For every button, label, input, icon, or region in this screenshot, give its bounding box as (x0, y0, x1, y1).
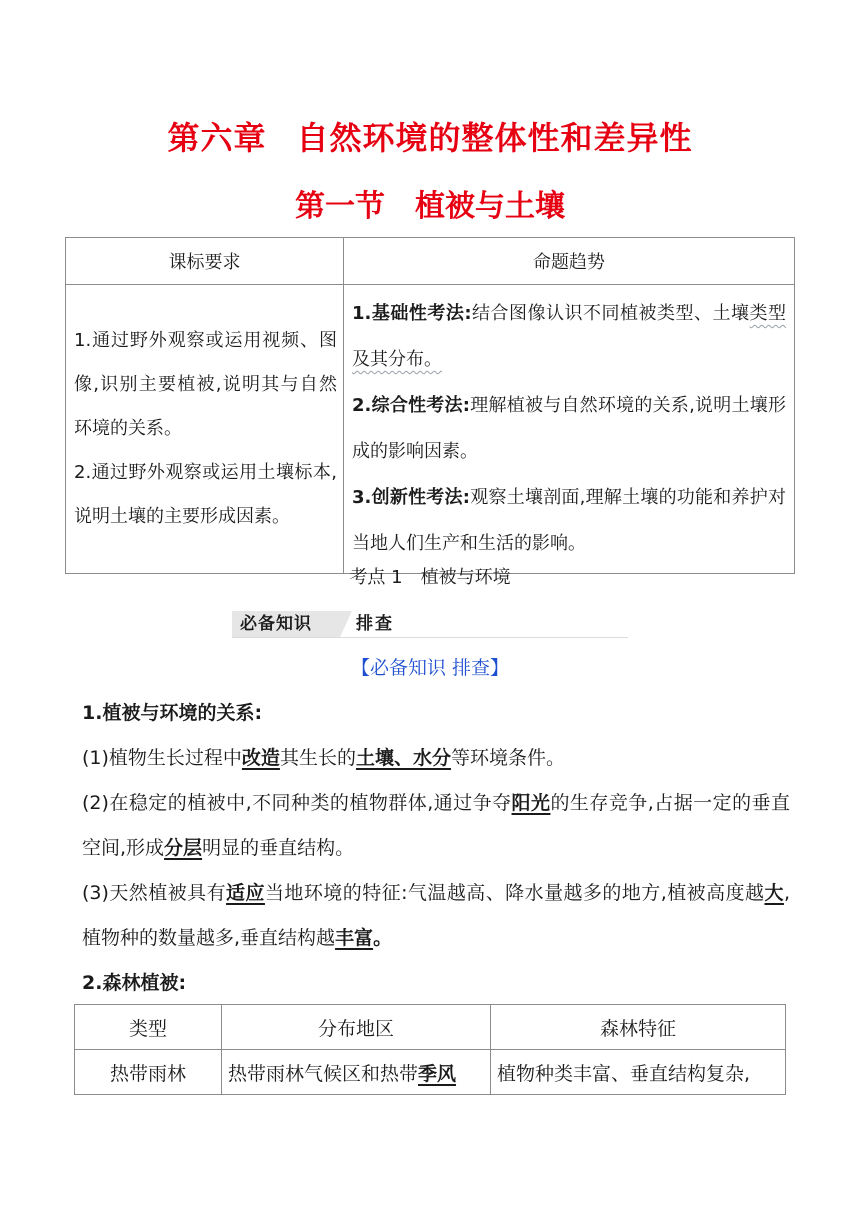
cell-feature: 植物种类丰富、垂直结构复杂, (491, 1050, 786, 1095)
trend-item-2 (352, 383, 786, 475)
trend-3-text: 观察土壤剖面,理解土壤的功能和养护对当地人们生产和生活的影响。 (352, 487, 786, 554)
chapter-title (0, 116, 860, 160)
keyword-adapt: 适应 (226, 882, 265, 904)
exam-point-title: 考点 1 植被与环境 (349, 567, 511, 588)
keyword-rich: 丰富 (335, 927, 374, 949)
curriculum-item-2: 2.通过野外观察或运用土壤标本,说明土壤的主要形成因素。 (74, 462, 337, 527)
trend-item-3 (352, 475, 786, 567)
section-2-heading: 2.森林植被: (82, 972, 187, 994)
banner-label: 必备知识 (232, 611, 340, 637)
cell-area: 热带雨林气候区和热带季风 (222, 1050, 491, 1095)
keyword-layering: 分层 (164, 837, 203, 859)
keyword-soil-water: 土壤、水分 (355, 747, 451, 769)
paragraph-2: (2)在稳定的植被中,不同种类的植物群体,通过争夺阳光的生存竞争,占据一定的垂直空间,形成分层明显的垂直结构。 (82, 792, 790, 859)
trend-1-text-b: 类型及其分布。 (352, 303, 787, 370)
trend-2-text: 理解植被与自然环境的关系,说明土壤形成的影响因素。 (352, 395, 786, 462)
forest-vegetation-table (74, 1004, 786, 1095)
header-curriculum: 课标要求 (66, 238, 344, 285)
section-1-heading: 1.植被与环境的关系: (82, 702, 263, 724)
table-header-row (66, 238, 795, 285)
banner-sub-label: 排查 (356, 614, 394, 634)
paragraph-1: (1)植物生长过程中改造其生长的土壤、水分等环境条件。 (82, 747, 565, 769)
chapter-number: 第六章 (167, 119, 267, 157)
table-row (66, 285, 795, 574)
section-1-paragraphs (82, 736, 790, 961)
header-trends: 命题趋势 (344, 238, 795, 285)
table-header-row (75, 1005, 786, 1050)
keyword-monsoon: 季风 (418, 1062, 457, 1085)
section-title (0, 185, 860, 229)
trends-cell (344, 285, 795, 574)
col-header-area: 分布地区 (222, 1005, 491, 1050)
table-row (75, 1050, 786, 1095)
keyword-gaizao: 改造 (241, 747, 280, 769)
curriculum-cell (66, 285, 344, 574)
trend-3-label: 3.创新性考法: (352, 487, 470, 508)
banner-slash-decoration (340, 611, 352, 637)
section-number: 第一节 (295, 189, 385, 224)
cell-type: 热带雨林 (75, 1050, 222, 1095)
col-header-feature: 森林特征 (491, 1005, 786, 1050)
section-name: 植被与土壤 (415, 189, 565, 224)
trend-1-label: 1.基础性考法: (352, 303, 472, 324)
trend-item-1 (352, 291, 786, 383)
knowledge-banner (232, 611, 628, 638)
trend-2-label: 2.综合性考法: (352, 395, 470, 416)
keyword-large: 大 (764, 882, 784, 904)
keyword-sunlight: 阳光 (511, 792, 551, 814)
paragraph-3: (3)天然植被具有适应当地环境的特征:气温越高、降水量越多的地方,植被高度越大,植物种的数量越多,垂直结构越丰富。 (82, 882, 790, 949)
curriculum-requirements-table (65, 237, 795, 574)
chapter-name: 自然环境的整体性和差异性 (296, 119, 693, 157)
col-header-type: 类型 (75, 1005, 222, 1050)
trend-1-text-a: 结合图像认识不同植被类型、土壤 (471, 303, 750, 324)
knowledge-heading: 【必备知识 排查】 (350, 657, 510, 679)
curriculum-item-1: 1.通过野外观察或运用视频、图像,识别主要植被,说明其与自然环境的关系。 (74, 330, 337, 439)
